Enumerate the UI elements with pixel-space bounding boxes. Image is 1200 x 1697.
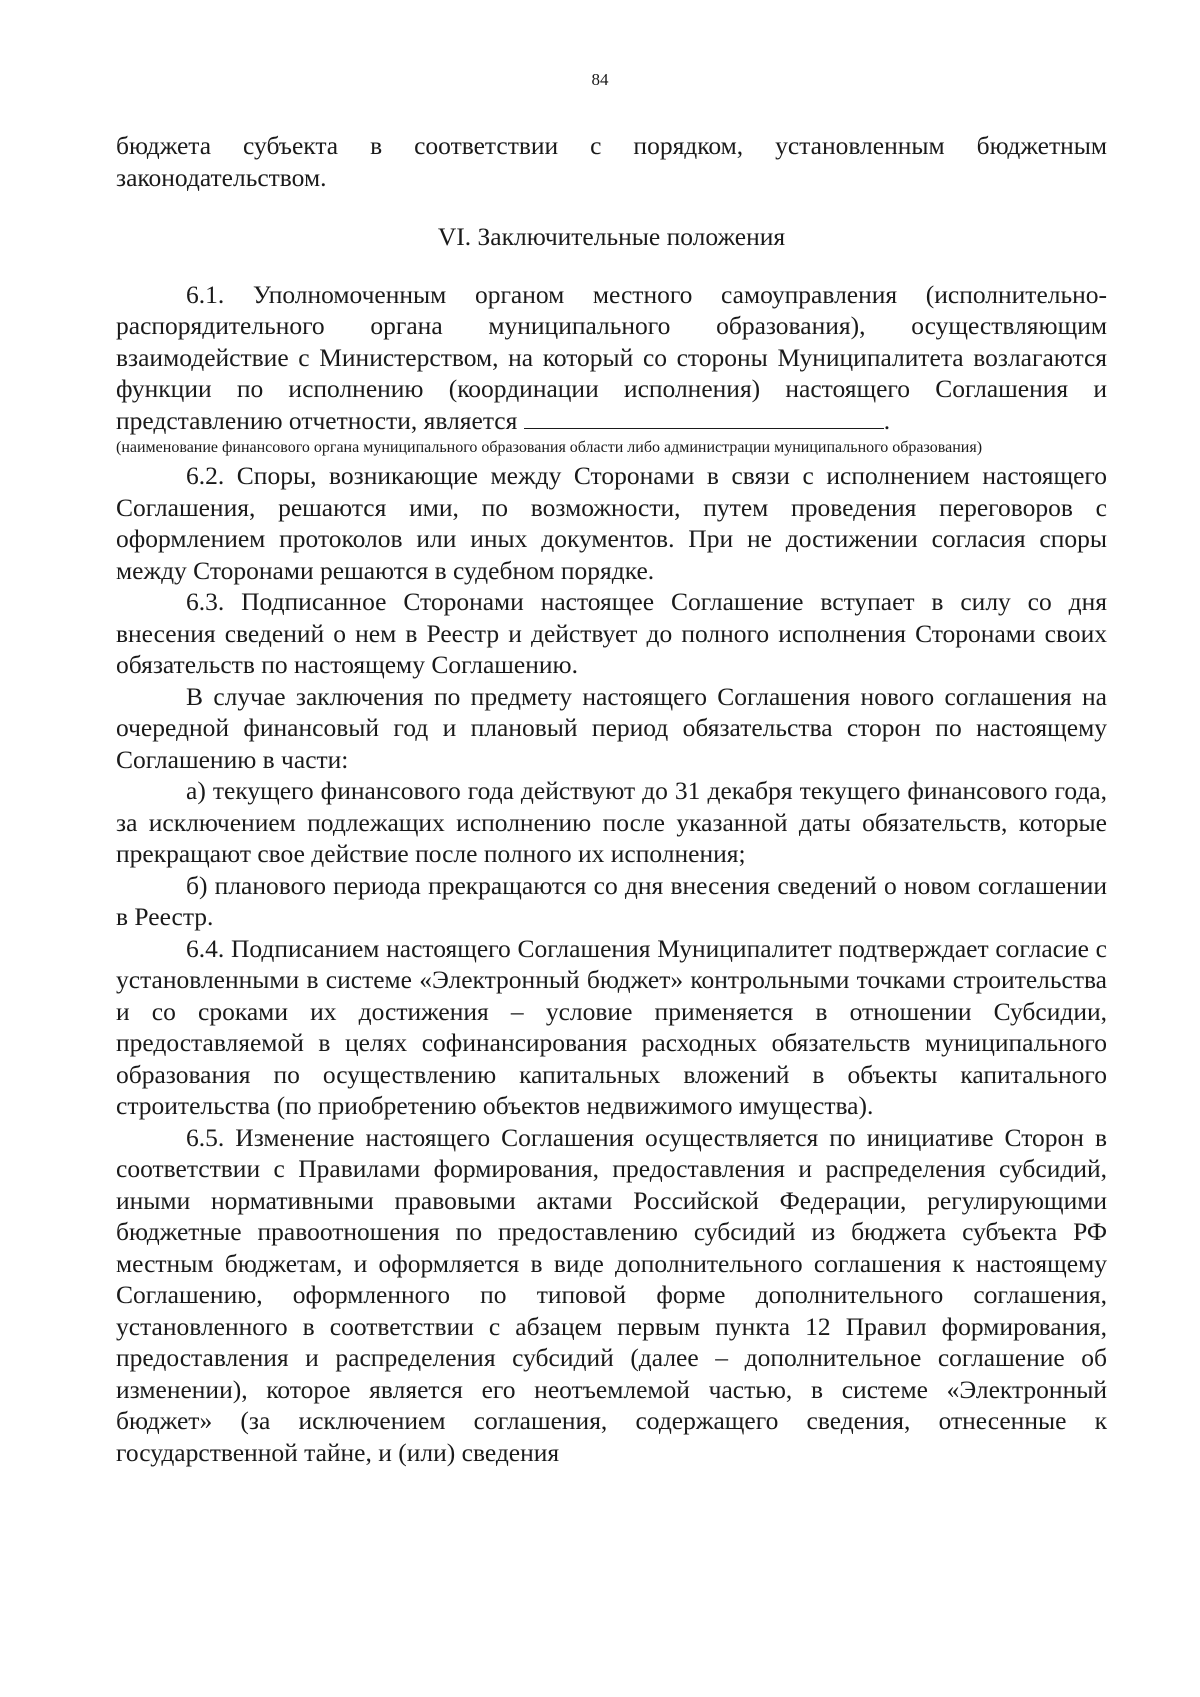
- paragraph-6-1-end: .: [883, 405, 891, 435]
- blank-field-line: [524, 427, 884, 429]
- paragraph-6-3-item-a: а) текущего финансового года действуют до 31 декабря текущего финансового года, за исключением подлежащих исполнению после указанной даты обязательств, которые прекращают свое действие после полного их исполнения;: [116, 776, 1107, 868]
- paragraph-6-3: 6.3. Подписанное Сторонами настоящее Соглашение вступает в силу со дня внесения сведений о нем в Реестр и действует до полного исполнения Сторонами своих обязательств по настоящему Соглашению.: [116, 587, 1107, 679]
- page-number: 84: [591, 70, 609, 89]
- paragraph-6-4: 6.4. Подписанием настоящего Соглашения Муниципалитет подтверждает согласие с установленными в системе «Электронный бюджет» контрольными точками строительства и со сроками их достижения – условие применяется в отношении Субсидии, предоставляемой в целях софинансирования расходных обязательств муниципального образования по осуществлению капитальных вложений в объекты капитального строительства (по приобретению объектов недвижимого имущества).: [116, 933, 1107, 1120]
- paragraph-6-5: 6.5. Изменение настоящего Соглашения осуществляется по инициативе Сторон в соответствии с Правилами формирования, предоставления и распределения субсидий, иными нормативными правовыми актами Российской Федерации, регулирующими бюджетные правоотношения по предоставлению субсидий из бюджета субъекта РФ местным бюджетам, и оформляется в виде дополнительного соглашения к настоящему Соглашению, оформленного по типовой форме дополнительного соглашения, установленного в соответствии с абзацем первым пункта 12 Правил формирования, предоставления и распределения субсидий (далее – дополнительное соглашение об изменении), которое является его неотъемлемой частью, в системе «Электронный бюджет» (за исключением соглашения, содержащего сведения, отнесенные к государственной тайне, и (или) сведения: [116, 1122, 1107, 1467]
- section-heading: VI. Заключительные положения: [437, 222, 786, 251]
- intro-paragraph: бюджета субъекта в соответствии с порядком, установленным бюджетным законодательством.: [116, 131, 1107, 192]
- paragraph-6-1-note: (наименование финансового органа муниципального образования области либо администрации муниципального образования): [116, 439, 983, 456]
- paragraph-6-2: 6.2. Споры, возникающие между Сторонами в связи с исполнением настоящего Соглашения, решаются ими, по возможности, путем проведения переговоров с оформлением протоколов или иных документов. При не достижении согласия споры между Сторонами решаются в судебном порядке.: [116, 461, 1107, 585]
- paragraph-6-1-text: 6.1. Уполномоченным органом местного самоуправления (исполнительно-распорядительного органа муниципального образования), осуществляющим взаимодействие с Министерством, на который со стороны Муниципалитета возлагаются функции по исполнению (координации исполнения) настоящего Соглашения и представлению отчетности, является: [116, 279, 1107, 435]
- paragraph-6-3-item-b: б) планового периода прекращаются со дня внесения сведений о новом соглашении в Реестр.: [116, 870, 1107, 931]
- paragraph-6-3-new-agreement: В случае заключения по предмету настоящего Соглашения нового соглашения на очередной финансовый год и плановый период обязательства сторон по настоящему Соглашению в части:: [116, 681, 1107, 774]
- paragraph-6-1: [116, 279, 1107, 437]
- document-body: [116, 130, 1107, 1468]
